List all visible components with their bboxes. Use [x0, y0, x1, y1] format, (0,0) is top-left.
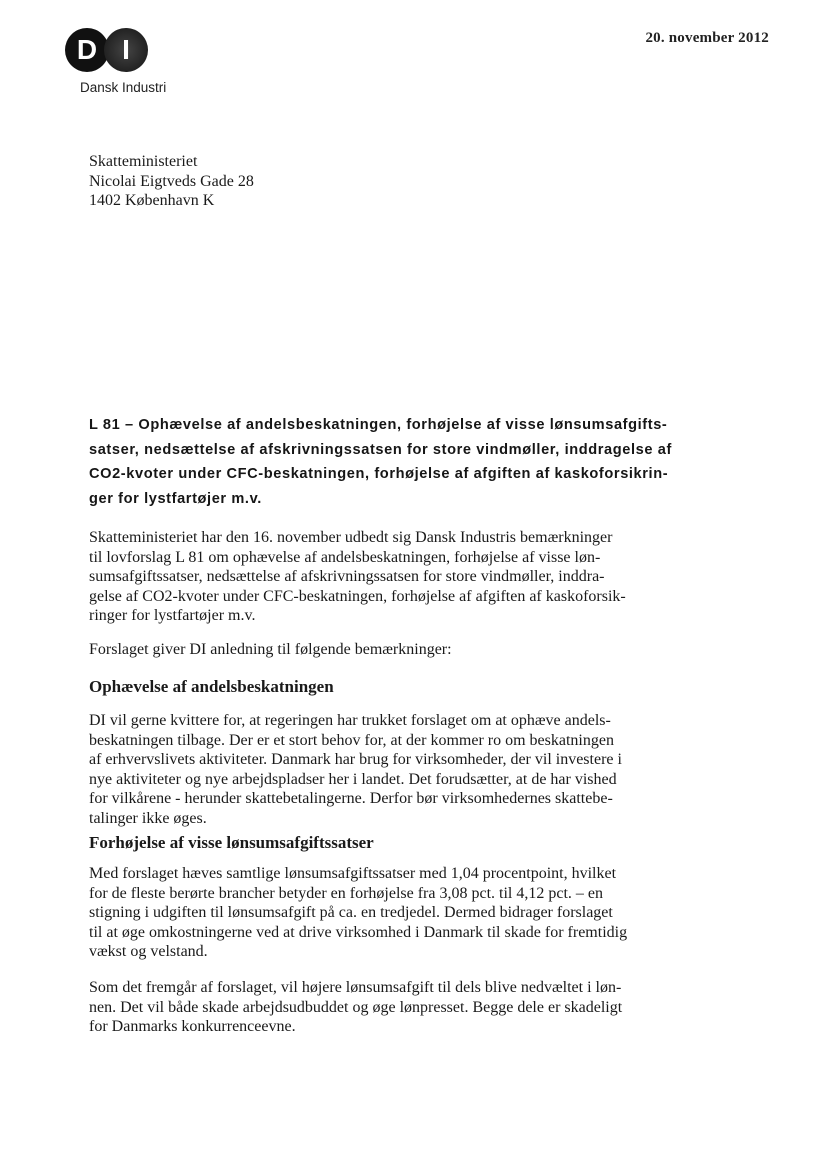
text-line: sumsafgiftssatser, nedsættelse af afskrivningssatsen for store vindmøller, inddra- [89, 568, 605, 585]
text-line: til lovforslag L 81 om ophævelse af andelsbeskatningen, forhøjelse af visse løn- [89, 548, 601, 566]
section-heading-andelsbeskatning: Ophævelse af andelsbeskatningen [89, 677, 334, 696]
text-line: Skatteministeriet har den 16. november udbedt sig Dansk Industris bemærkninger [89, 529, 613, 546]
recipient-address [89, 152, 254, 211]
di-logo [65, 28, 167, 95]
text-line: nen. Det vil både skade arbejdsudbuddet og øge lønpresset. Begge dele er skadeligt [89, 998, 623, 1016]
subject-line: satser, nedsættelse af afskrivningssatsen for store vindmøller, inddragelse af [89, 441, 672, 458]
text-line: for vilkårene - herunder skattebetalingerne. Derfor bør virksomhedernes skattebe- [89, 790, 613, 807]
section2-paragraph-1 [89, 864, 689, 962]
subject-line: L 81 – Ophævelse af andelsbeskatningen, forhøjelse af visse lønsumsafgifts- [89, 417, 668, 433]
subject-line: ger for lystfartøjer m.v. [89, 490, 262, 507]
text-line: gelse af CO2-kvoter under CFC-beskatningen, forhøjelse af afgiften af kaskoforsik- [89, 587, 626, 605]
logo-letter-i: I [104, 28, 148, 72]
text-line: for de fleste berørte brancher betyder en forhøjelse fra 3,08 pct. til 4,12 pct. – en [89, 884, 604, 902]
text-line: af erhvervslivets aktiviteter. Danmark har brug for virksomheder, der vil investere i [89, 751, 622, 768]
logo-circles [65, 28, 151, 74]
letter-date: 20. november 2012 [645, 30, 769, 46]
recipient-line: Skatteministeriet [89, 153, 198, 170]
recipient-line: Nicolai Eigtveds Gade 28 [89, 172, 254, 190]
section1-paragraph [89, 711, 689, 828]
text-line: til at øge omkostningerne ved at drive virksomhed i Danmark til skade for fremtidig [89, 923, 628, 941]
text-line: vækst og velstand. [89, 943, 208, 960]
text-line: stigning i udgiften til lønsumsafgift på ca. en tredjedel. Dermed bidrager forslaget [89, 904, 613, 921]
text-line: nye aktiviteter og nye arbejdspladser her i landet. Det forudsætter, at de har vished [89, 770, 617, 788]
subject-line: CO2-kvoter under CFC-beskatningen, forhøjelse af afgiften af kaskoforsikrin- [89, 466, 669, 482]
lead-paragraph: Forslaget giver DI anledning til følgende bemærkninger: [89, 641, 452, 658]
subject-heading [89, 413, 689, 511]
section-heading-loensumsafgift: Forhøjelse af visse lønsumsafgiftssatser [89, 833, 374, 852]
section2-paragraph-2 [89, 978, 689, 1037]
text-line: Med forslaget hæves samtlige lønsumsafgiftssatser med 1,04 procentpoint, hvilket [89, 865, 617, 882]
intro-paragraph [89, 528, 689, 626]
recipient-line: 1402 København K [89, 192, 215, 209]
text-line: talinger ikke øges. [89, 809, 207, 827]
text-line: Som det fremgår af forslaget, vil højere lønsumsafgift til dels blive nedvæltet i løn- [89, 979, 622, 996]
text-line: for Danmarks konkurrenceevne. [89, 1018, 296, 1035]
text-line: beskatningen tilbage. Der er et stort behov for, at der kommer ro om beskatningen [89, 731, 614, 749]
text-line: DI vil gerne kvittere for, at regeringen har trukket forslaget om at ophæve andels- [89, 712, 611, 729]
logo-text: Dansk Industri [80, 80, 167, 95]
logo-letter-d: D [65, 28, 109, 72]
text-line: ringer for lystfartøjer m.v. [89, 607, 256, 624]
